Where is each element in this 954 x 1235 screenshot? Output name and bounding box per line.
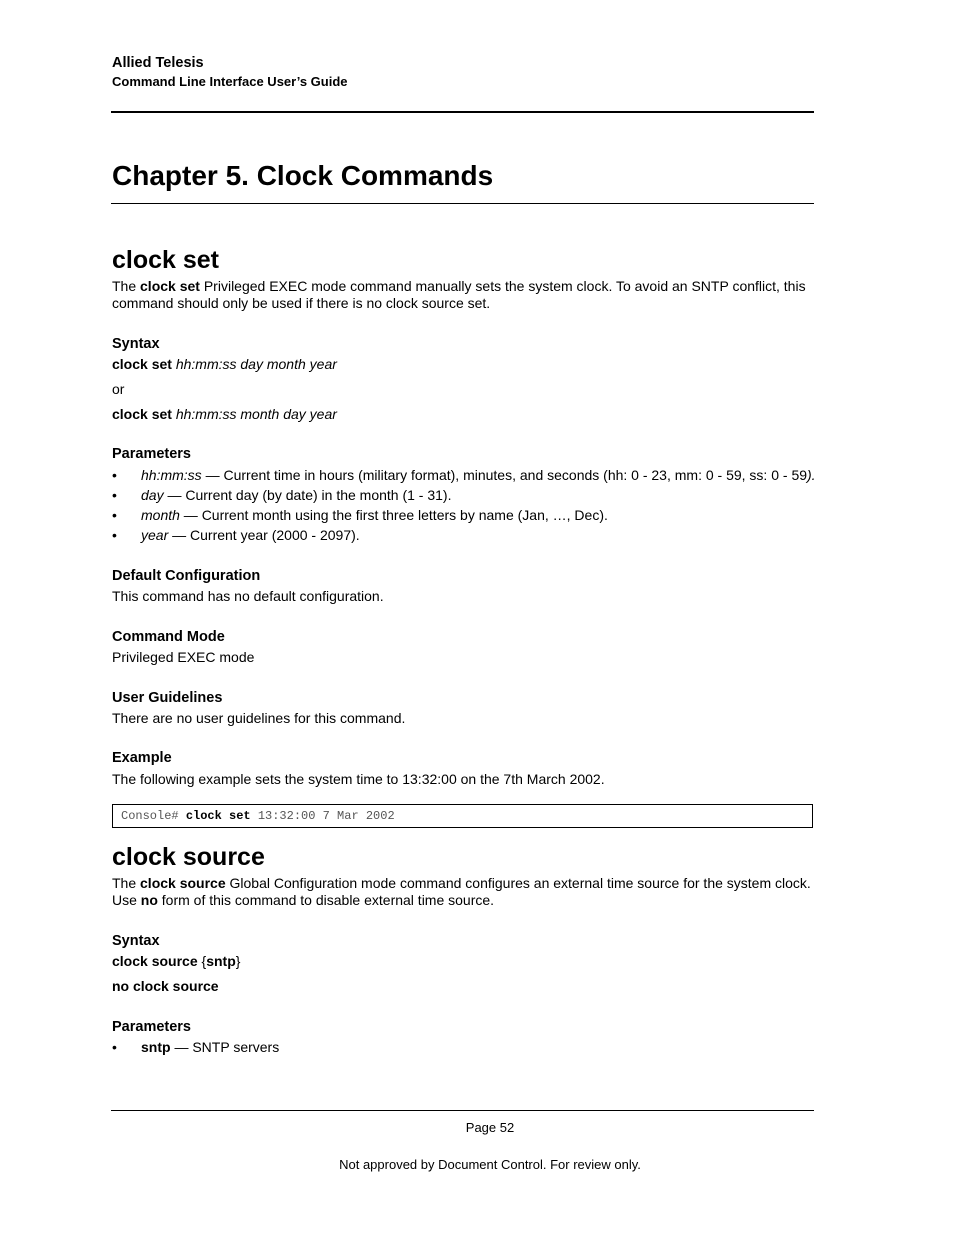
- section-title-clock-source: clock source: [112, 843, 265, 871]
- example-text: The following example sets the system time to 13:32:00 on the 7th March 2002.: [112, 771, 605, 787]
- clock-source-parameters-heading: Parameters: [112, 1019, 191, 1035]
- chapter-title: Chapter 5. Clock Commands: [112, 160, 494, 191]
- example-code-box: [112, 804, 813, 828]
- bullet-icon: •: [112, 527, 117, 543]
- clock-set-syntax-heading: Syntax: [112, 336, 160, 352]
- command-mode-text: Privileged EXEC mode: [112, 649, 255, 665]
- user-guidelines-text: There are no user guidelines for this command.: [112, 710, 406, 726]
- guide-title: Command Line Interface User’s Guide: [112, 74, 348, 89]
- syntax-or: or: [112, 381, 125, 397]
- page-number: Page 52: [465, 1120, 515, 1135]
- default-config-text: This command has no default configuration.: [112, 588, 384, 604]
- user-guidelines-heading: User Guidelines: [112, 690, 223, 706]
- company-name: Allied Telesis: [112, 55, 204, 71]
- example-heading: Example: [112, 750, 172, 766]
- code-prompt: Console#: [121, 809, 186, 823]
- chapter-rule: [111, 203, 814, 204]
- clock-set-intro: The clock set Privileged EXEC mode command manually sets the system clock. To avoid an SNTP conflict, this command should only be used if there is no clock source set.: [112, 278, 806, 311]
- clock-source-syntax-2: no clock source: [112, 978, 219, 994]
- clock-source-syntax-heading: Syntax: [112, 933, 160, 949]
- clock-source-syntax-1: clock source {sntp}: [112, 953, 241, 969]
- clock-set-syntax-1: clock set hh:mm:ss day month year: [112, 356, 337, 372]
- bullet-icon: •: [112, 467, 117, 483]
- clock-set-parameters-heading: Parameters: [112, 446, 191, 462]
- default-config-heading: Default Configuration: [112, 568, 261, 584]
- review-notice: Not approved by Document Control. For review only.: [339, 1157, 641, 1172]
- bullet-icon: •: [112, 1039, 117, 1055]
- bullet-icon: •: [112, 507, 117, 523]
- clock-set-syntax-2: clock set hh:mm:ss month day year: [112, 406, 337, 422]
- clock-source-intro: The clock source Global Configuration mode command configures an external time source for the system clock. Use no form of this command to disable external time source.: [112, 875, 811, 908]
- section-title-clock-set: clock set: [112, 246, 220, 274]
- code-args: 13:32:00 7 Mar 2002: [250, 809, 395, 823]
- footer-rule: [111, 1110, 814, 1111]
- header-rule: [111, 111, 814, 113]
- bullet-icon: •: [112, 487, 117, 503]
- command-mode-heading: Command Mode: [112, 629, 225, 645]
- code-command: clock set: [185, 809, 251, 823]
- clock-set-cmd: clock set: [140, 278, 200, 294]
